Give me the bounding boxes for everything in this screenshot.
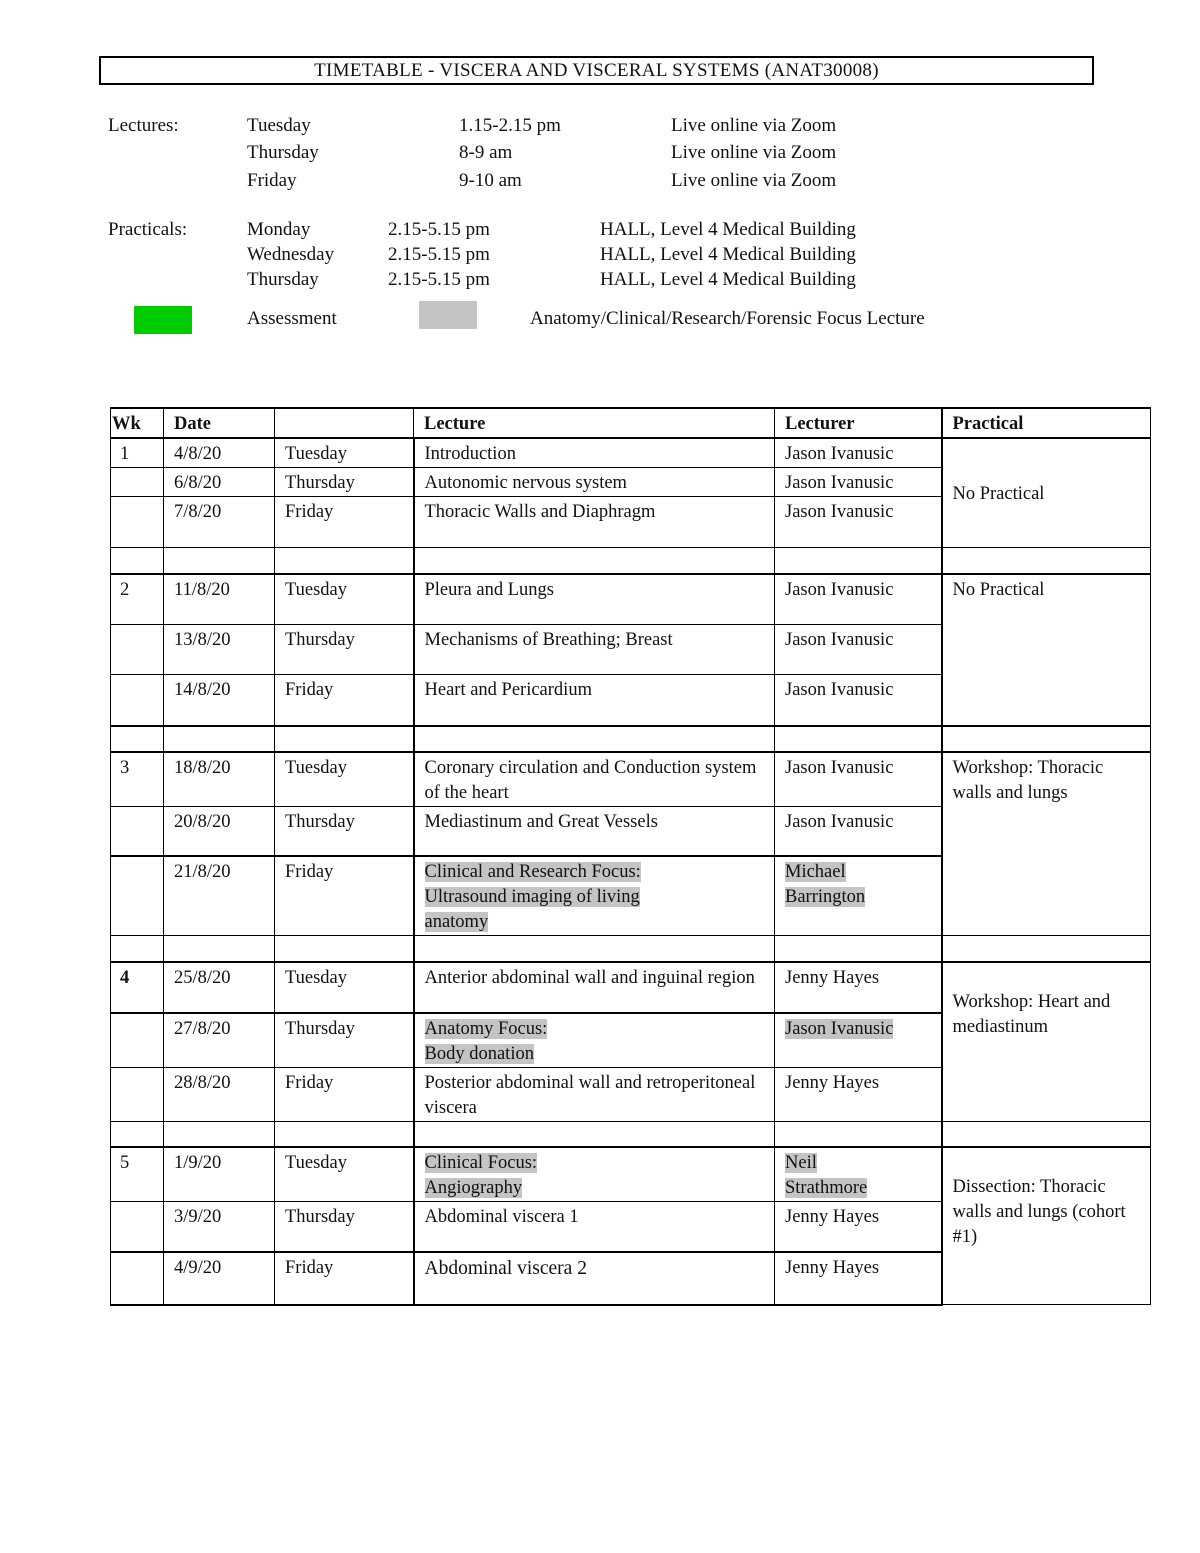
focus-line: Michael (785, 862, 846, 882)
week-number (111, 497, 164, 548)
practical-time: 2.15-5.15 pm (388, 269, 490, 290)
spacer-cell (164, 1121, 275, 1147)
day-cell: Tuesday (275, 962, 414, 1013)
spacer-cell (275, 936, 414, 962)
table-row (111, 752, 1151, 807)
lecture-cell-focus (414, 856, 775, 936)
lecturer-cell: Jason Ivanusic (775, 438, 942, 468)
week-number (111, 1202, 164, 1252)
spacer-cell (775, 726, 942, 752)
spacer-cell (164, 936, 275, 962)
spacer-cell (111, 548, 164, 574)
focus-lecture-swatch (419, 301, 477, 329)
day-cell: Tuesday (275, 752, 414, 807)
week-number (111, 625, 164, 675)
spacer-cell (775, 936, 942, 962)
focus-line: Clinical and Research Focus: (424, 862, 641, 882)
day-cell: Friday (275, 1252, 414, 1305)
practical-day: Thursday (247, 269, 319, 290)
day-cell: Tuesday (275, 574, 414, 625)
practical-cell: Workshop: Thoracic walls and lungs (942, 752, 1151, 936)
lecture-cell: Pleura and Lungs (414, 574, 775, 625)
spacer-cell (414, 936, 775, 962)
practicals-label: Practicals: (108, 219, 188, 240)
lecturer-cell-focus (775, 1013, 942, 1068)
table-row (111, 438, 1151, 468)
spacer-cell (275, 726, 414, 752)
day-cell: Thursday (275, 806, 414, 856)
spacer-row (111, 936, 1151, 962)
lecturer-cell: Jenny Hayes (775, 1252, 942, 1305)
lecture-day: Thursday (247, 142, 319, 163)
day-cell: Friday (275, 1067, 414, 1121)
spacer-cell (775, 1121, 942, 1147)
table-row (111, 1147, 1151, 1202)
week-number: 1 (111, 438, 164, 468)
lecture-location: Live online via Zoom (671, 142, 837, 163)
practical-time: 2.15-5.15 pm (388, 244, 490, 265)
week-number (111, 1067, 164, 1121)
practical-day: Wednesday (247, 244, 335, 265)
lecture-time: 8-9 am (459, 142, 513, 163)
lectures-label: Lectures: (108, 115, 179, 136)
week-number (111, 468, 164, 497)
lecturer-cell: Jason Ivanusic (775, 497, 942, 548)
lecture-cell: Anterior abdominal wall and inguinal region (414, 962, 775, 1013)
lecture-cell: Heart and Pericardium (414, 675, 775, 726)
spacer-cell (775, 548, 942, 574)
lecture-cell: Autonomic nervous system (414, 468, 775, 497)
lecture-location: Live online via Zoom (671, 115, 837, 136)
spacer-cell (111, 936, 164, 962)
spacer-cell (111, 1121, 164, 1147)
date-cell: 11/8/20 (164, 574, 275, 625)
header-lecture: Lecture (414, 408, 775, 438)
lecture-day: Friday (247, 170, 297, 191)
lecturer-cell: Jenny Hayes (775, 962, 942, 1013)
date-cell: 28/8/20 (164, 1067, 275, 1121)
header-lecturer: Lecturer (775, 408, 942, 438)
day-cell: Thursday (275, 1202, 414, 1252)
spacer-cell (942, 726, 1151, 752)
lecturer-cell: Jason Ivanusic (775, 574, 942, 625)
spacer-row (111, 548, 1151, 574)
week-number (111, 1013, 164, 1068)
lecture-cell: Mechanisms of Breathing; Breast (414, 625, 775, 675)
lecturer-cell: Jason Ivanusic (775, 675, 942, 726)
lecturer-cell: Jenny Hayes (775, 1202, 942, 1252)
lecture-cell: Abdominal viscera 2 (414, 1252, 775, 1305)
lecture-cell-focus (414, 1147, 775, 1202)
date-cell: 4/8/20 (164, 438, 275, 468)
focus-legend-label: Anatomy/Clinical/Research/Forensic Focus Lecture (530, 308, 925, 329)
focus-line: anatomy (424, 912, 489, 932)
spacer-row (111, 1121, 1151, 1147)
spacer-cell (164, 548, 275, 574)
focus-line: Anatomy Focus: (424, 1018, 548, 1039)
date-cell: 1/9/20 (164, 1147, 275, 1202)
practical-cell: No Practical (942, 438, 1151, 548)
lecture-cell: Coronary circulation and Conduction system of the heart (414, 752, 775, 807)
week-number (111, 1252, 164, 1305)
week-number (111, 856, 164, 936)
assessment-swatch (134, 306, 192, 334)
focus-line: Neil (785, 1153, 817, 1173)
day-cell: Friday (275, 675, 414, 726)
spacer-cell (942, 936, 1151, 962)
lecture-cell: Mediastinum and Great Vessels (414, 806, 775, 856)
assessment-legend-label: Assessment (247, 308, 337, 329)
practical-time: 2.15-5.15 pm (388, 219, 490, 240)
date-cell: 27/8/20 (164, 1013, 275, 1068)
practical-cell: Workshop: Heart and mediastinum (942, 962, 1151, 1122)
week-number (111, 806, 164, 856)
week-number: 5 (111, 1147, 164, 1202)
week-number: 4 (111, 962, 164, 1013)
lecturer-cell-focus (775, 856, 942, 936)
lecturer-cell-focus (775, 1147, 942, 1202)
lecture-cell: Posterior abdominal wall and retroperitoneal viscera (414, 1067, 775, 1121)
lecture-cell: Thoracic Walls and Diaphragm (414, 497, 775, 548)
focus-line: Ultrasound imaging of living (424, 887, 640, 907)
date-cell: 14/8/20 (164, 675, 275, 726)
spacer-cell (275, 548, 414, 574)
practical-location: HALL, Level 4 Medical Building (600, 219, 856, 240)
header-day (275, 408, 414, 438)
lecturer-cell: Jason Ivanusic (775, 752, 942, 807)
spacer-cell (111, 726, 164, 752)
lecture-cell: Abdominal viscera 1 (414, 1202, 775, 1252)
lecture-cell: Introduction (414, 438, 775, 468)
practical-location: HALL, Level 4 Medical Building (600, 244, 856, 265)
lecturer-cell: Jason Ivanusic (775, 625, 942, 675)
date-cell: 20/8/20 (164, 806, 275, 856)
date-cell: 13/8/20 (164, 625, 275, 675)
lecturer-cell: Jenny Hayes (775, 1067, 942, 1121)
timetable-table (110, 407, 1151, 1306)
lecture-cell-focus (414, 1013, 775, 1068)
date-cell: 3/9/20 (164, 1202, 275, 1252)
date-cell: 18/8/20 (164, 752, 275, 807)
lecture-time: 1.15-2.15 pm (459, 115, 561, 136)
day-cell: Friday (275, 497, 414, 548)
day-cell: Thursday (275, 625, 414, 675)
week-number: 3 (111, 752, 164, 807)
focus-line: Strathmore (785, 1178, 868, 1198)
spacer-cell (414, 548, 775, 574)
lecturer-cell: Jason Ivanusic (775, 806, 942, 856)
table-row (111, 962, 1151, 1013)
day-cell: Friday (275, 856, 414, 936)
lecture-location: Live online via Zoom (671, 170, 837, 191)
spacer-cell (942, 548, 1151, 574)
practical-cell: No Practical (942, 574, 1151, 726)
day-cell: Tuesday (275, 1147, 414, 1202)
focus-line: Angiography (424, 1178, 523, 1198)
day-cell: Thursday (275, 468, 414, 497)
date-cell: 25/8/20 (164, 962, 275, 1013)
spacer-cell (414, 1121, 775, 1147)
focus-line: Body donation (424, 1043, 534, 1064)
focus-line: Clinical Focus: (424, 1153, 538, 1173)
practical-cell: Dissection: Thoracic walls and lungs (cohort #1) (942, 1147, 1151, 1305)
timetable-title: TIMETABLE - VISCERA AND VISCERAL SYSTEMS (ANAT30008) (99, 56, 1094, 85)
lecturer-cell: Jason Ivanusic (775, 468, 942, 497)
date-cell: 7/8/20 (164, 497, 275, 548)
week-number: 2 (111, 574, 164, 625)
spacer-cell (942, 1121, 1151, 1147)
practical-day: Monday (247, 219, 311, 240)
practical-location: HALL, Level 4 Medical Building (600, 269, 856, 290)
focus-line: Jason Ivanusic (785, 1018, 894, 1039)
lecture-day: Tuesday (247, 115, 311, 136)
header-date: Date (164, 408, 275, 438)
focus-line: Barrington (785, 887, 866, 907)
day-cell: Tuesday (275, 438, 414, 468)
spacer-cell (164, 726, 275, 752)
header-practical: Practical (942, 408, 1151, 438)
spacer-cell (275, 1121, 414, 1147)
spacer-cell (414, 726, 775, 752)
header-wk: Wk (111, 408, 164, 438)
date-cell: 6/8/20 (164, 468, 275, 497)
table-header-row (111, 408, 1151, 438)
table-row (111, 574, 1151, 625)
day-cell: Thursday (275, 1013, 414, 1068)
lecture-time: 9-10 am (459, 170, 522, 191)
spacer-row (111, 726, 1151, 752)
date-cell: 21/8/20 (164, 856, 275, 936)
date-cell: 4/9/20 (164, 1252, 275, 1305)
week-number (111, 675, 164, 726)
